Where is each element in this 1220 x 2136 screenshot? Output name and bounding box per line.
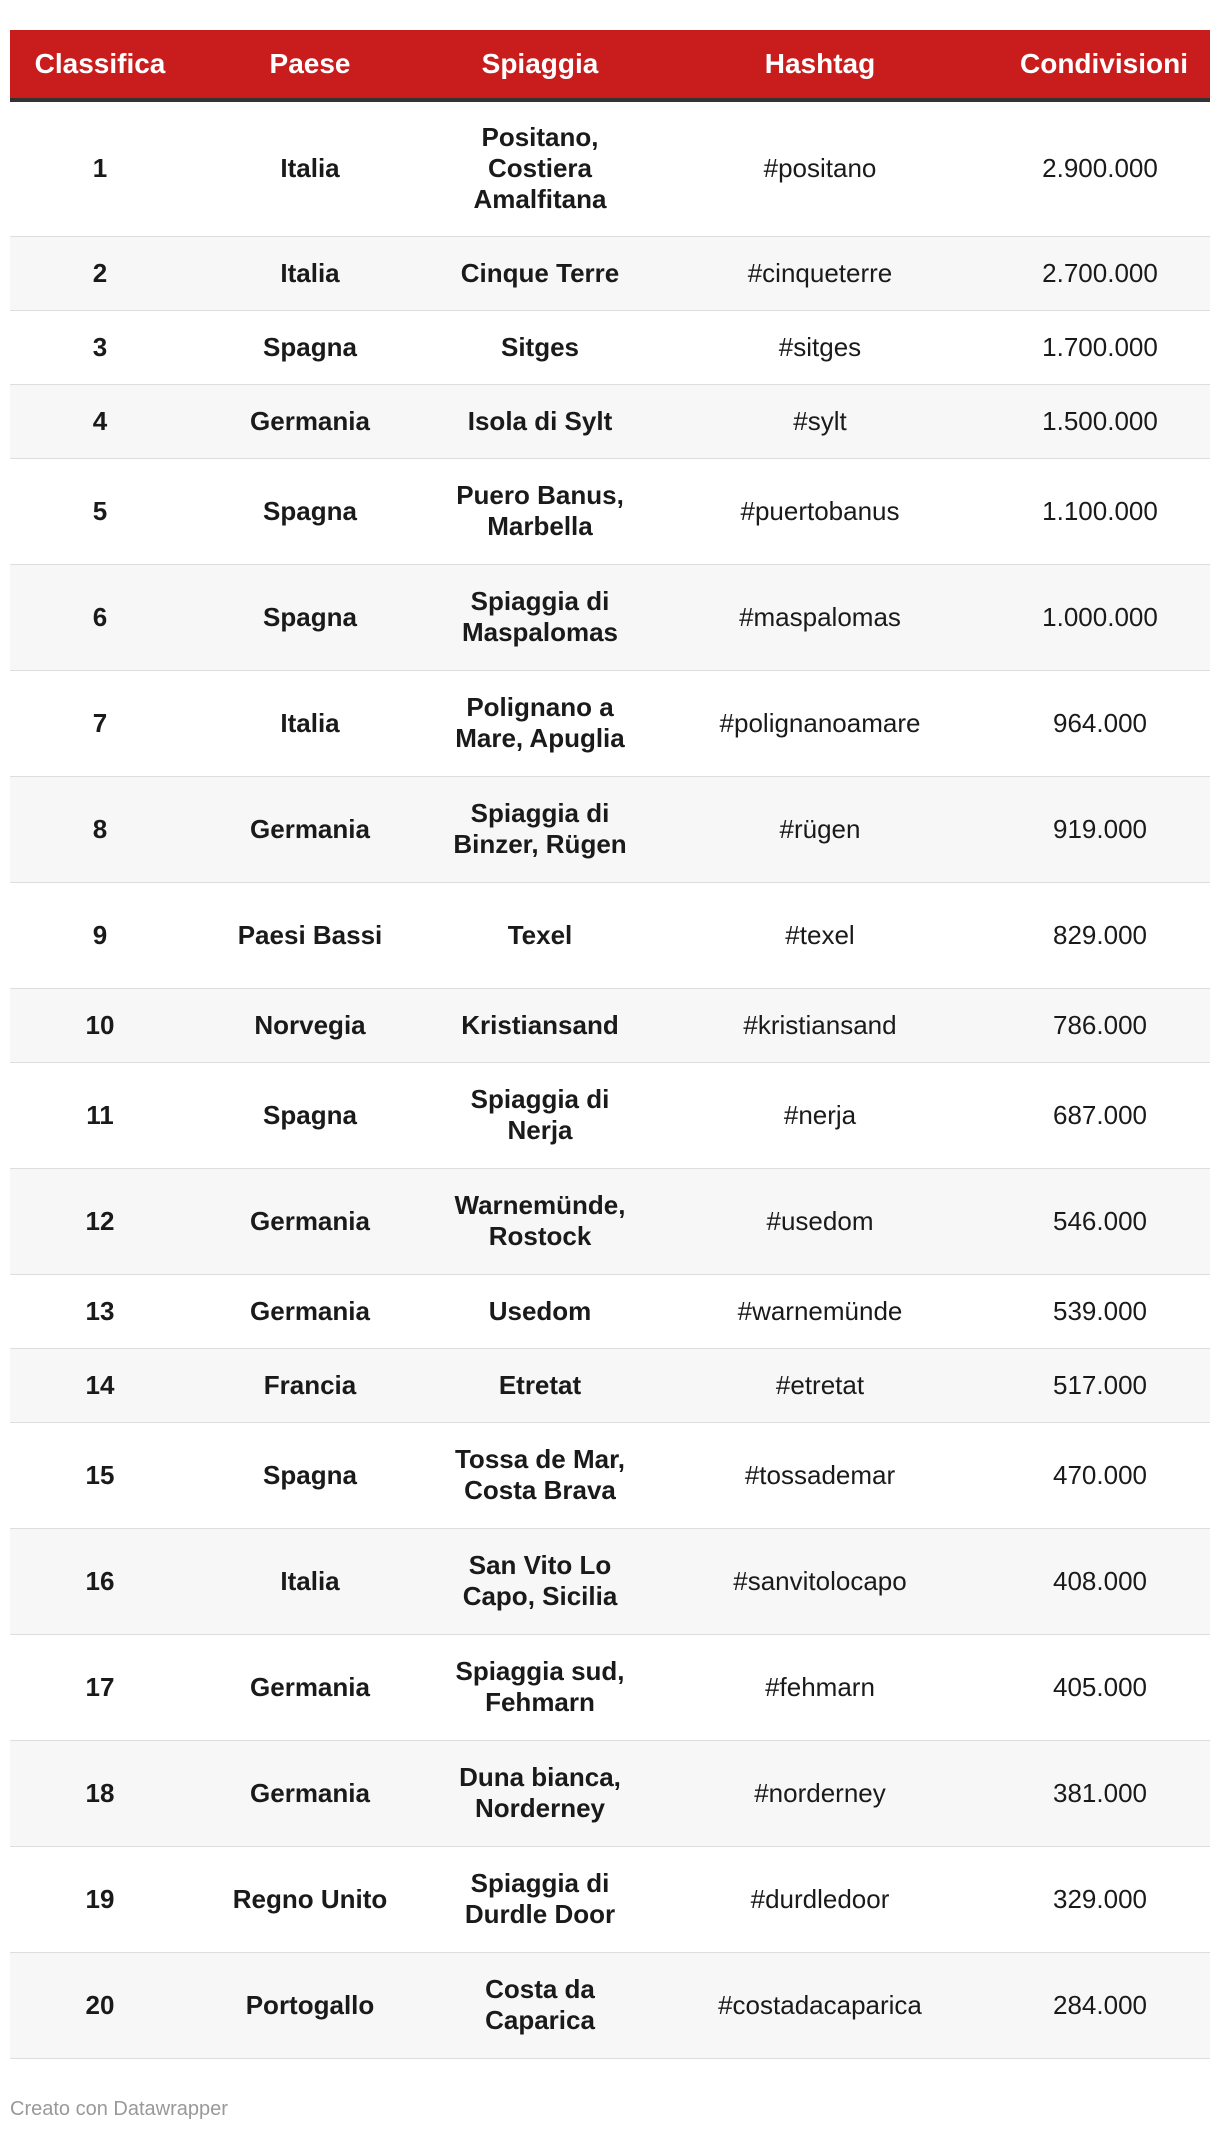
beach-cell: Sitges xyxy=(500,331,580,362)
rank-cell: 13 xyxy=(85,1295,115,1326)
country-cell: Germania xyxy=(250,1777,370,1808)
rank-cell: 14 xyxy=(85,1369,115,1400)
column-header-beach[interactable]: Spiaggia xyxy=(430,30,650,100)
table-row xyxy=(10,564,1210,670)
country-cell: Spagna xyxy=(263,1459,357,1490)
rank-cell: 15 xyxy=(85,1459,115,1490)
table-row xyxy=(10,458,1210,564)
hashtag-cell: #polignanoamare xyxy=(719,707,921,738)
shares-cell: 470.000 xyxy=(1053,1459,1147,1490)
beach-cell: Spiaggia di Binzer, Rügen xyxy=(453,798,627,859)
country-cell: Germania xyxy=(250,1205,370,1236)
shares-cell: 964.000 xyxy=(1053,707,1147,738)
country-cell: Italia xyxy=(280,707,340,738)
beach-cell: Spiaggia sud, Fehmarn xyxy=(455,1656,625,1717)
table-row xyxy=(10,236,1210,310)
hashtag-cell: #usedom xyxy=(766,1205,874,1236)
table-row xyxy=(10,1062,1210,1168)
rank-cell: 10 xyxy=(85,1009,115,1040)
table-row xyxy=(10,882,1210,988)
shares-cell: 2.700.000 xyxy=(1042,257,1158,288)
hashtag-cell: #norderney xyxy=(754,1777,886,1808)
beach-cell: Spiaggia di Durdle Door xyxy=(464,1868,616,1929)
hashtag-cell: #maspalomas xyxy=(739,601,901,632)
country-cell: Paesi Bassi xyxy=(237,919,383,950)
hashtag-cell: #nerja xyxy=(783,1099,857,1130)
country-cell: Italia xyxy=(280,1565,340,1596)
beach-cell: Spiaggia di Maspalomas xyxy=(461,586,619,647)
country-cell: Regno Unito xyxy=(232,1883,388,1914)
shares-cell: 517.000 xyxy=(1053,1369,1147,1400)
country-cell: Italia xyxy=(280,153,340,184)
rank-cell: 16 xyxy=(85,1565,115,1596)
beach-cell: Tossa de Mar, Costa Brava xyxy=(454,1444,626,1505)
table-row xyxy=(10,1952,1210,2058)
hashtag-cell: #warnemünde xyxy=(737,1295,903,1326)
rank-cell: 8 xyxy=(92,813,108,844)
beach-cell: Puero Banus, Marbella xyxy=(456,480,624,541)
country-cell: Germania xyxy=(250,1671,370,1702)
rank-cell: 3 xyxy=(92,331,108,362)
table-row xyxy=(10,670,1210,776)
shares-cell: 408.000 xyxy=(1053,1565,1147,1596)
shares-cell: 1.700.000 xyxy=(1042,331,1158,362)
table-row xyxy=(10,384,1210,458)
hashtag-cell: #tossademar xyxy=(744,1459,896,1490)
hashtag-cell: #costadacaparica xyxy=(718,1989,922,2020)
table-row xyxy=(10,310,1210,384)
table-row xyxy=(10,1634,1210,1740)
country-cell: Spagna xyxy=(263,331,357,362)
shares-cell: 687.000 xyxy=(1053,1099,1147,1130)
table-row xyxy=(10,1846,1210,1952)
country-cell: Italia xyxy=(280,257,340,288)
hashtag-cell: #rügen xyxy=(779,813,861,844)
table-row xyxy=(10,1422,1210,1528)
rank-cell: 4 xyxy=(92,405,108,436)
hashtag-cell: #etretat xyxy=(775,1369,865,1400)
beach-cell: Kristiansand xyxy=(461,1009,619,1040)
country-cell: Portogallo xyxy=(245,1989,375,2020)
column-header-rank[interactable]: Classifica xyxy=(10,30,190,100)
hashtag-cell: #cinqueterre xyxy=(747,257,893,288)
column-header-country[interactable]: Paese xyxy=(190,30,430,100)
rank-cell: 12 xyxy=(85,1205,115,1236)
shares-cell: 539.000 xyxy=(1053,1295,1147,1326)
shares-cell: 1.100.000 xyxy=(1042,495,1158,526)
hashtag-cell: #sylt xyxy=(793,405,847,436)
rank-cell: 2 xyxy=(92,257,108,288)
country-cell: Germania xyxy=(250,813,370,844)
shares-cell: 1.500.000 xyxy=(1042,405,1158,436)
hashtag-cell: #texel xyxy=(785,919,855,950)
data-table-container xyxy=(10,30,1210,2059)
table-row xyxy=(10,1740,1210,1846)
hashtag-cell: #kristiansand xyxy=(743,1009,897,1040)
hashtag-cell: #sitges xyxy=(778,331,862,362)
table-row xyxy=(10,776,1210,882)
column-header-shares[interactable]: Condivisioni xyxy=(990,30,1210,100)
rank-cell: 1 xyxy=(92,153,108,184)
shares-cell: 546.000 xyxy=(1053,1205,1147,1236)
footer-credit: Creato con Datawrapper xyxy=(10,2098,228,2120)
beach-cell: Polignano a Mare, Apuglia xyxy=(455,692,625,753)
rank-cell: 18 xyxy=(85,1777,115,1808)
beach-cell: Isola di Sylt xyxy=(467,405,613,436)
table-row xyxy=(10,1348,1210,1422)
shares-cell: 786.000 xyxy=(1053,1009,1147,1040)
shares-cell: 829.000 xyxy=(1053,919,1147,950)
country-cell: Norvegia xyxy=(254,1009,366,1040)
shares-cell: 381.000 xyxy=(1053,1777,1147,1808)
beach-cell: Cinque Terre xyxy=(460,257,620,288)
shares-cell: 329.000 xyxy=(1053,1883,1147,1914)
rank-cell: 5 xyxy=(92,495,108,526)
table-row xyxy=(10,100,1210,236)
table-row xyxy=(10,1528,1210,1634)
shares-cell: 405.000 xyxy=(1053,1671,1147,1702)
table-header xyxy=(10,30,1210,100)
rank-cell: 9 xyxy=(92,919,108,950)
shares-cell: 919.000 xyxy=(1053,813,1147,844)
table-row xyxy=(10,1168,1210,1274)
country-cell: Spagna xyxy=(263,1099,357,1130)
table-body xyxy=(10,100,1210,2058)
beach-cell: Duna bianca, Norderney xyxy=(459,1762,621,1823)
beach-cell: Spiaggia di Nerja xyxy=(470,1084,610,1145)
hashtag-cell: #sanvitolocapo xyxy=(733,1565,907,1596)
shares-cell: 2.900.000 xyxy=(1042,153,1158,184)
rank-cell: 20 xyxy=(85,1989,115,2020)
country-cell: Spagna xyxy=(263,601,357,632)
country-cell: Germania xyxy=(250,1295,370,1326)
beach-cell: Texel xyxy=(507,919,573,950)
shares-cell: 284.000 xyxy=(1053,1989,1147,2020)
beach-cell: San Vito Lo Capo, Sicilia xyxy=(462,1550,618,1611)
hashtag-cell: #puertobanus xyxy=(740,495,900,526)
hashtag-cell: #positano xyxy=(763,153,877,184)
country-cell: Francia xyxy=(263,1369,357,1400)
shares-cell: 1.000.000 xyxy=(1042,601,1158,632)
rank-cell: 17 xyxy=(85,1671,115,1702)
beach-cell: Costa da Caparica xyxy=(485,1974,595,2035)
hashtag-cell: #durdledoor xyxy=(750,1883,890,1914)
beach-cell: Positano, Costiera Amalfitana xyxy=(473,122,607,215)
column-header-hashtag[interactable]: Hashtag xyxy=(650,30,990,100)
table-row xyxy=(10,988,1210,1062)
beach-cell: Warnemünde, Rostock xyxy=(454,1190,626,1251)
beach-cell: Usedom xyxy=(488,1295,592,1326)
beach-ranking-table xyxy=(10,30,1210,2059)
table-row xyxy=(10,1274,1210,1348)
country-cell: Spagna xyxy=(263,495,357,526)
country-cell: Germania xyxy=(250,405,370,436)
beach-cell: Etretat xyxy=(498,1369,582,1400)
rank-cell: 19 xyxy=(85,1883,115,1914)
header-row xyxy=(10,30,1210,100)
rank-cell: 11 xyxy=(86,1099,114,1130)
hashtag-cell: #fehmarn xyxy=(765,1671,875,1702)
rank-cell: 7 xyxy=(92,707,108,738)
rank-cell: 6 xyxy=(92,601,108,632)
